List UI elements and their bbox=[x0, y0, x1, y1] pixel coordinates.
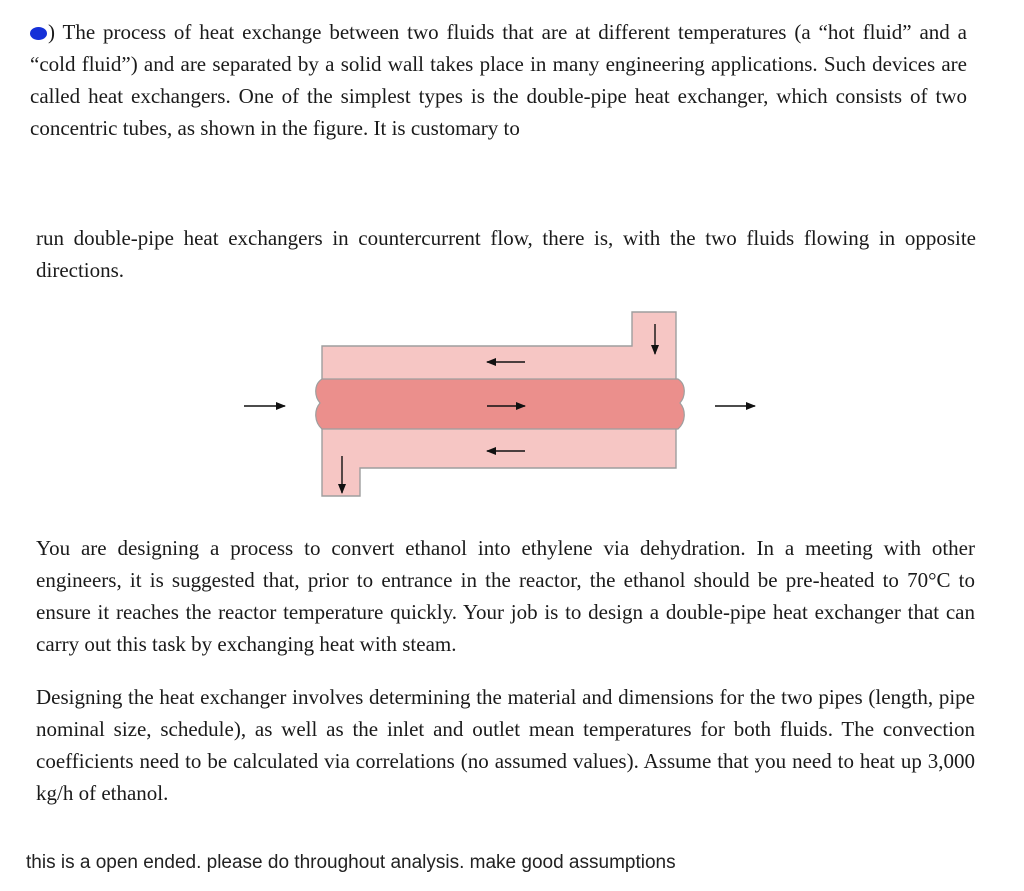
intro-paragraph bbox=[30, 16, 967, 144]
double-pipe-heat-exchanger-diagram bbox=[230, 300, 770, 500]
countercurrent-paragraph: run double-pipe heat exchangers in countercurrent flow, there is, with the two fluids flowing in opposite directions. bbox=[36, 226, 976, 282]
design-task-paragraph: You are designing a process to convert ethanol into ethylene via dehydration. In a meeting with other engineers, it is suggested that, prior to entrance in the reactor, the ethanol should be pre-heated to 70°C to ensure it reaches the reactor temperature quickly. Your job is to design a double-pipe heat exchanger that can carry out this task by exchanging heat with steam. bbox=[36, 536, 975, 656]
intro-text: ) The process of heat exchange between two fluids that are at different temperatures (a “hot fluid” and a “cold fluid”) and are separated by a solid wall takes place in many engineering applications. Such devices are called heat exchangers. One of the simplest types is the double-pipe heat exchanger, which consists of two concentric tubes, as shown in the figure. It is customary to bbox=[30, 20, 967, 140]
footer-note: this is a open ended. please do throughout analysis. make good assumptions bbox=[26, 852, 676, 873]
design-requirements-paragraph: Designing the heat exchanger involves determining the material and dimensions for the two pipes (length, pipe nominal size, schedule), as well as the inlet and outlet mean temperatures for both fluids. The convection coefficients need to be calculated via correlations (no assumed values). Assume that you need to heat up 3,000 kg/h of ethanol. bbox=[36, 685, 975, 805]
highlight-marker-icon bbox=[30, 27, 47, 40]
inner-pipe bbox=[316, 379, 685, 429]
